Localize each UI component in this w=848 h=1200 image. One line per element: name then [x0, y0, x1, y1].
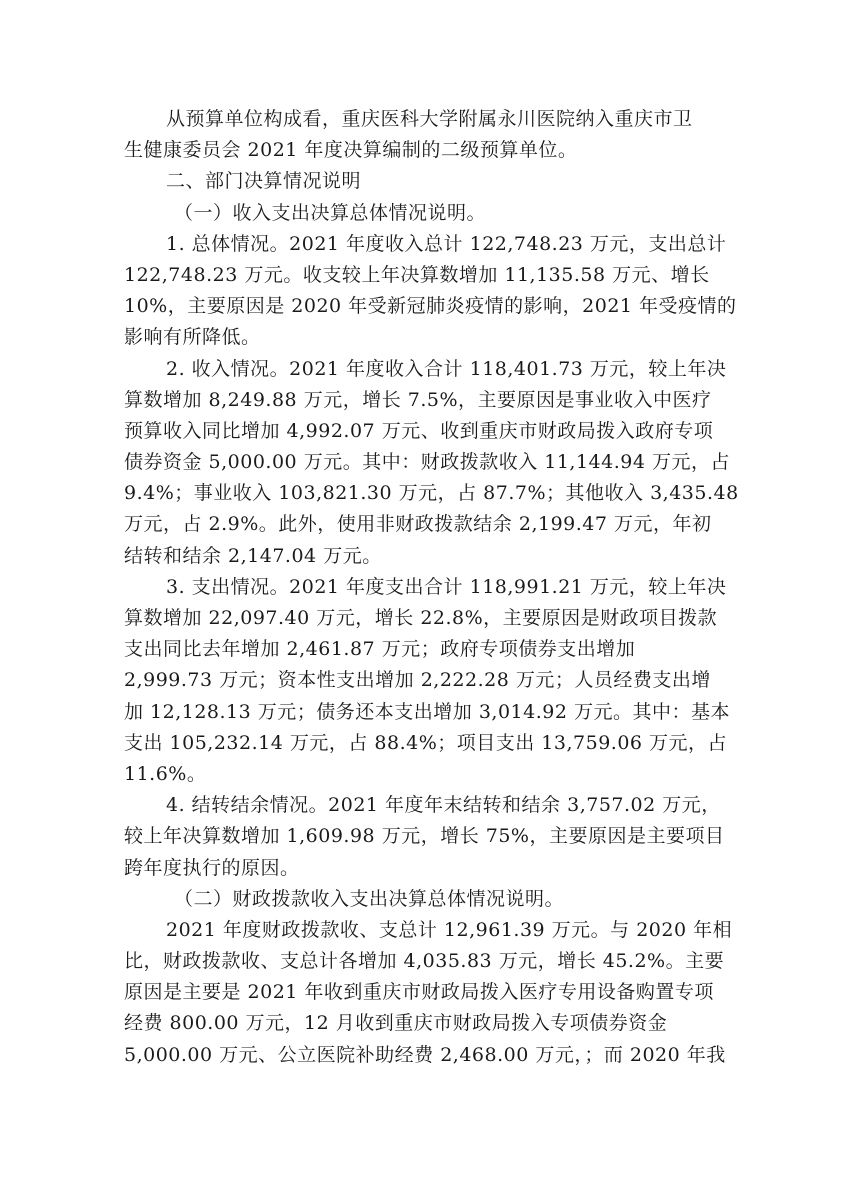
paragraph-line: 债券资金 5,000.00 万元。其中：财政拨款收入 11,144.94 万元，占 [124, 451, 730, 474]
paragraph-line: 2,999.73 万元；资本性支出增加 2,222.28 万元；人员经费支出增 [124, 669, 711, 692]
paragraph-line: 9.4%；事业收入 103,821.30 万元，占 87.7%；其他收入 3,435.48 [124, 482, 739, 505]
paragraph-line: 影响有所降低。 [124, 326, 261, 349]
paragraph-line: 支出 105,232.14 万元，占 88.4%；项目支出 13,759.06 万元，占 [124, 731, 728, 754]
paragraph-line: 经费 800.00 万元，12 月收到重庆市财政局拨入专项债券资金 [124, 1012, 668, 1035]
paragraph-line: 支出同比去年增加 2,461.87 万元；政府专项债券支出增加 [124, 638, 636, 661]
document-body [124, 104, 739, 1071]
paragraph-line: 2021 年度财政拨款收、支总计 12,961.39 万元。与 2020 年相 [166, 918, 733, 941]
paragraph-line: 122,748.23 万元。收支较上年决算数增加 11,135.58 万元、增长 [124, 263, 710, 286]
paragraph-line: 比，财政拨款收、支总计各增加 4,035.83 万元，增长 45.2%。主要 [124, 950, 725, 973]
paragraph-line: 原因是主要是 2021 年收到重庆市财政局拨入医疗专用设备购置专项 [124, 981, 714, 1004]
paragraph-line: 加 12,128.13 万元；债务还本支出增加 3,014.92 万元。其中：基本 [124, 700, 730, 723]
subsection-heading: （一）收入支出决算总体情况说明。 [174, 201, 487, 224]
paragraph-line: 从预算单位构成看，重庆医科大学附属永川医院纳入重庆市卫 [166, 108, 693, 130]
subsection-heading: （二）财政拨款收入支出决算总体情况说明。 [174, 887, 565, 910]
paragraph-line: 预算收入同比增加 4,992.07 万元、收到重庆市财政局拨入政府专项 [124, 419, 714, 442]
paragraph-line: 2. 收入情况。2021 年度收入合计 118,401.73 万元，较上年决 [166, 357, 727, 380]
paragraph-line: 跨年度执行的原因。 [124, 856, 300, 879]
paragraph-line: 4. 结转结余情况。2021 年度年末结转和结余 3,757.02 万元， [166, 794, 721, 817]
paragraph-line: 算数增加 8,249.88 万元，增长 7.5%，主要原因是事业收入中医疗 [124, 388, 712, 411]
paragraph-line: 算数增加 22,097.40 万元，增长 22.8%，主要原因是财政项目拨款 [124, 607, 718, 629]
section-heading: 二、部门决算情况说明 [166, 170, 362, 193]
paragraph-line: 较上年决算数增加 1,609.98 万元，增长 75%，主要原因是主要项目 [124, 825, 725, 848]
paragraph-line: 生健康委员会 2021 年度决算编制的二级预算单位。 [124, 139, 578, 162]
paragraph-line: 1. 总体情况。2021 年度收入总计 122,748.23 万元，支出总计 [166, 232, 727, 255]
paragraph-line: 10%，主要原因是 2020 年受新冠肺炎疫情的影响，2021 年受疫情的 [124, 295, 737, 318]
paragraph-line: 5,000.00 万元、公立医院补助经费 2,468.00 万元，；而 2020 年我 [124, 1043, 726, 1066]
paragraph-line: 结转和结余 2,147.04 万元。 [124, 544, 382, 567]
paragraph-line: 11.6%。 [124, 762, 207, 785]
paragraph-line: 3. 支出情况。2021 年度支出合计 118,991.21 万元，较上年决 [166, 575, 727, 598]
paragraph-line: 万元，占 2.9%。此外，使用非财政拨款结余 2,199.47 万元，年初 [124, 513, 712, 536]
